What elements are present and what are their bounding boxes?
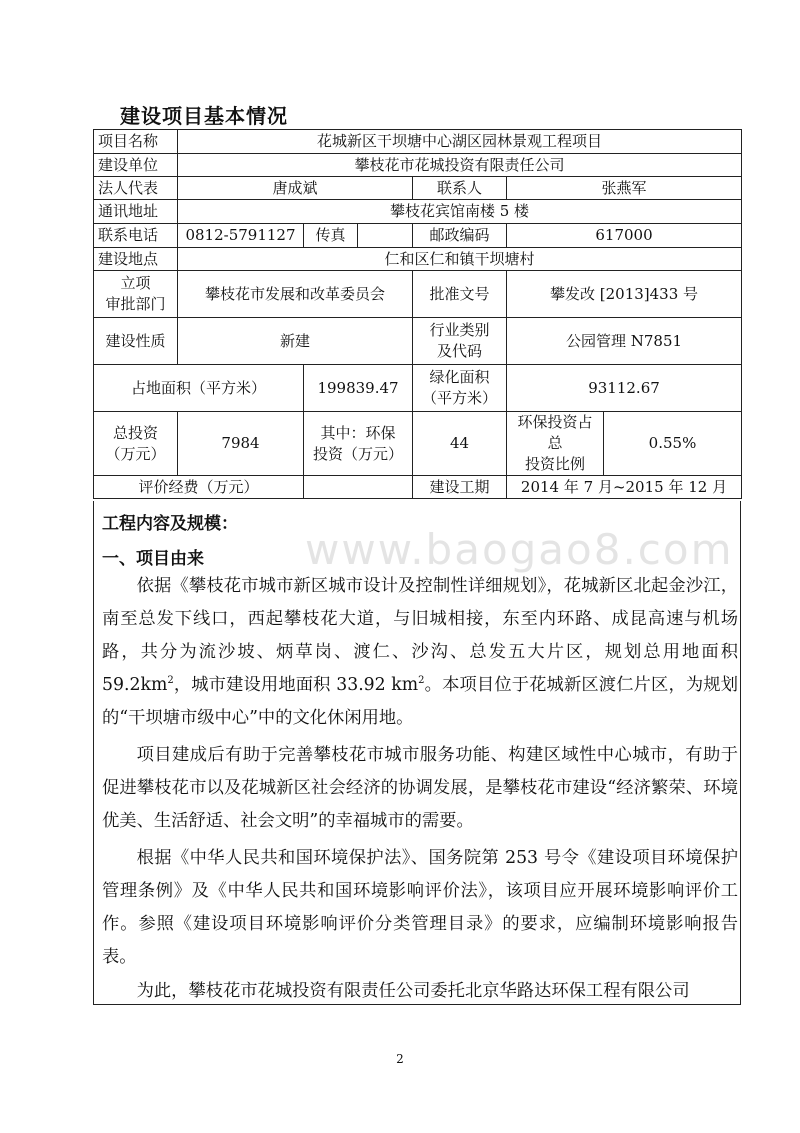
postcode-value: 617000: [507, 224, 742, 248]
location-label: 建设地点: [94, 248, 178, 271]
industry-label-line2: 及代码: [436, 342, 482, 360]
phone-value: 0812-5791127: [178, 224, 304, 248]
env-ratio-label-line2: 投资比例: [524, 455, 585, 473]
nature-value: 新建: [178, 318, 413, 365]
paragraph-1-b: ，城市建设用地面积 33.92 km: [173, 675, 419, 695]
paragraph-1-c: 。本项目位于花城新区渡仁片区，为规划的“干坝塘市级中心”中的文化休闲用地。: [102, 675, 738, 728]
basic-info-table: [93, 129, 742, 499]
content-box: [93, 501, 741, 1005]
project-name-value: 花城新区干坝塘中心湖区园林景观工程项目: [178, 130, 742, 154]
invest-label: [94, 412, 178, 476]
paragraph-1: [102, 570, 738, 735]
contact-label: 联系人: [413, 177, 507, 200]
approval-no-value: 攀发改 [2013]433 号: [507, 271, 742, 318]
page-title: 建设项目基本情况: [120, 104, 288, 128]
area-label: 占地面积（平方米）: [94, 365, 304, 412]
paragraph-2: 项目建成后有助于完善攀枝花市城市服务功能、构建区域性中心城市，有助于促进攀枝花市以及花城新区社会经济的协调发展，是攀枝花市建设“经济繁荣、环境优美、生活舒适、社会文明”的幸福城市的需要。: [102, 745, 738, 831]
page-number: 2: [396, 1052, 404, 1066]
address-label: 通讯地址: [94, 200, 178, 224]
invest-label-line2: （万元）: [105, 444, 166, 463]
approval-no-label: 批准文号: [413, 271, 507, 318]
approval-dept-label-line1: 立项: [120, 274, 151, 292]
address-value: 攀枝花宾馆南楼 5 楼: [178, 200, 742, 224]
nature-label: 建设性质: [94, 318, 178, 365]
green-label: [413, 365, 507, 412]
watermark: www.baogao8.com: [305, 525, 734, 574]
eval-fee-value: [304, 476, 413, 499]
env-invest-label: [304, 412, 413, 476]
project-name-label: 项目名称: [94, 130, 178, 154]
approval-dept-label-line2: 审批部门: [105, 295, 166, 313]
section-heading: 工程内容及规模：: [102, 514, 238, 534]
approval-dept-value: 攀枝花市发展和改革委员会: [178, 271, 413, 318]
legal-rep-label: 法人代表: [94, 177, 178, 200]
contact-value: 张燕军: [507, 177, 742, 200]
eval-fee-label: 评价经费（万元）: [94, 476, 304, 499]
env-ratio-label-line1: 环保投资占总: [517, 413, 593, 452]
approval-dept-label: [94, 271, 178, 318]
green-label-line2: （平方米）: [421, 389, 497, 407]
paragraph-3: 根据《中华人民共和国环境保护法》、国务院第 253 号令《建设项目环境保护管理条例》及《中华人民共和国环境影响评价法》，该项目应开展环境影响评价工作。参照《建设项目环境影响评价分类管理目录》的要求，应编制环境影响报告表。: [102, 848, 738, 967]
green-value: 93112.67: [507, 365, 742, 412]
period-label: 建设工期: [413, 476, 507, 499]
legal-rep-value: 唐成斌: [178, 177, 413, 200]
paragraph-1-superscript-1: 2: [167, 675, 174, 687]
env-invest-label-line2: 投资（万元）: [312, 444, 403, 463]
period-value: 2014 年 7 月~2015 年 12 月: [507, 476, 742, 499]
env-ratio-value: 0.55%: [604, 412, 742, 476]
invest-value: 7984: [178, 412, 304, 476]
env-invest-label-line1: 其中：环保: [320, 423, 396, 442]
industry-label-line1: 行业类别: [429, 321, 490, 339]
env-ratio-label: [507, 412, 604, 476]
paragraph-1-superscript-2: 2: [418, 675, 425, 687]
location-value: 仁和区仁和镇干坝塘村: [178, 248, 742, 271]
green-label-line1: 绿化面积: [429, 368, 490, 386]
area-value: 199839.47: [304, 365, 413, 412]
paragraph-1-a: 依据《攀枝花市城市新区城市设计及控制性详细规划》，花城新区北起金沙江，南至总发下线口，西起攀枝花大道，与旧城相接，东至内环路、成昆高速与机场路，共分为流沙坡、炳草岗、渡仁、沙沟、总发五大片区，规划总用地面积 59.2km: [102, 576, 738, 695]
subsection-heading: 一、项目由来: [102, 549, 204, 569]
phone-label: 联系电话: [94, 224, 178, 248]
builder-value: 攀枝花市花城投资有限责任公司: [178, 154, 742, 177]
fax-value: [358, 224, 413, 248]
industry-value: 公园管理 N7851: [507, 318, 742, 365]
env-invest-value: 44: [413, 412, 507, 476]
fax-label: 传真: [304, 224, 358, 248]
paragraph-4: 为此，攀枝花市花城投资有限责任公司委托北京华路达环保工程有限公司: [136, 981, 690, 1001]
invest-label-line1: 总投资: [112, 423, 158, 442]
postcode-label: 邮政编码: [413, 224, 507, 248]
builder-label: 建设单位: [94, 154, 178, 177]
industry-label: [413, 318, 507, 365]
